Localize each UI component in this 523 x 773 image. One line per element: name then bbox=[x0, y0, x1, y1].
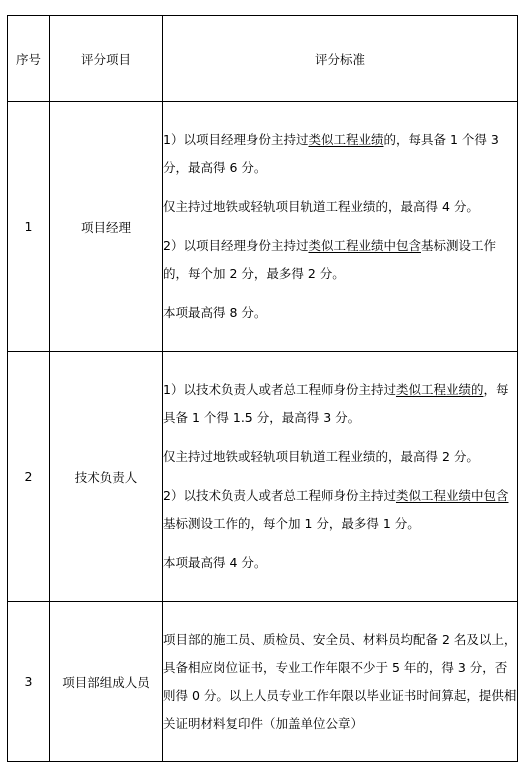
standard-paragraph bbox=[163, 376, 517, 432]
row-item: 项目部组成人员 bbox=[50, 602, 163, 762]
text-run: ，每具备 1 个得 1.5 分，最高得 3 分。 bbox=[163, 382, 509, 425]
standard-paragraph: 项目部的施工员、质检员、安全员、材料员均配备 2 名及以上，具备相应岗位证书，专业工作年限不少于 5 年的，得 3 分，否则得 0 分。以上人员专业工作年限以毕业证书时间算起，提供相关证明材料复印件（加盖单位公章） bbox=[163, 631, 517, 731]
table-row bbox=[8, 602, 518, 762]
row-standard bbox=[163, 102, 518, 352]
standard-paragraph: 本项最高得 4 分。 bbox=[163, 555, 267, 570]
row-number: 2 bbox=[8, 352, 50, 602]
underlined-text: 类似工程业绩 bbox=[308, 132, 384, 147]
header-standard: 评分标准 bbox=[163, 16, 518, 102]
row-number: 3 bbox=[8, 602, 50, 762]
text-run: 基标测设工作的，每个加 1 分，最多得 1 分。 bbox=[163, 516, 420, 531]
header-no: 序号 bbox=[8, 16, 50, 102]
row-standard bbox=[163, 352, 518, 602]
standard-paragraph bbox=[163, 126, 517, 182]
standard-paragraph: 本项最高得 8 分。 bbox=[163, 305, 267, 320]
table-row bbox=[8, 102, 518, 352]
row-item: 技术负责人 bbox=[50, 352, 163, 602]
header-item: 评分项目 bbox=[50, 16, 163, 102]
scoring-table bbox=[7, 15, 518, 762]
standard-paragraph bbox=[163, 482, 517, 538]
underlined-text: 类似工程业绩中包含 bbox=[308, 238, 421, 253]
table-row bbox=[8, 352, 518, 602]
row-item: 项目经理 bbox=[50, 102, 163, 352]
text-run: 1）以项目经理身份主持过 bbox=[163, 132, 309, 147]
text-run: 1）以技术负责人或者总工程师身份主持过 bbox=[163, 382, 396, 397]
row-standard bbox=[163, 602, 518, 762]
underlined-text: 类似工程业绩中包含 bbox=[395, 488, 509, 503]
table-header-row bbox=[8, 16, 518, 102]
text-run: 基标测设工作的，每个加 2 分，最多得 2 分。 bbox=[163, 238, 496, 281]
standard-paragraph bbox=[163, 232, 517, 288]
standard-paragraph: 仅主持过地铁或轻轨项目轨道工程业绩的，最高得 2 分。 bbox=[163, 449, 479, 464]
underlined-text: 类似工程业绩的 bbox=[395, 382, 484, 397]
text-run: 2）以技术负责人或者总工程师身份主持过 bbox=[163, 488, 396, 503]
standard-paragraph: 仅主持过地铁或轻轨项目轨道工程业绩的，最高得 4 分。 bbox=[163, 199, 479, 214]
text-run: 2）以项目经理身份主持过 bbox=[163, 238, 309, 253]
text-run: 的，每具备 1 个得 3 分，最高得 6 分。 bbox=[163, 132, 499, 175]
row-number: 1 bbox=[8, 102, 50, 352]
